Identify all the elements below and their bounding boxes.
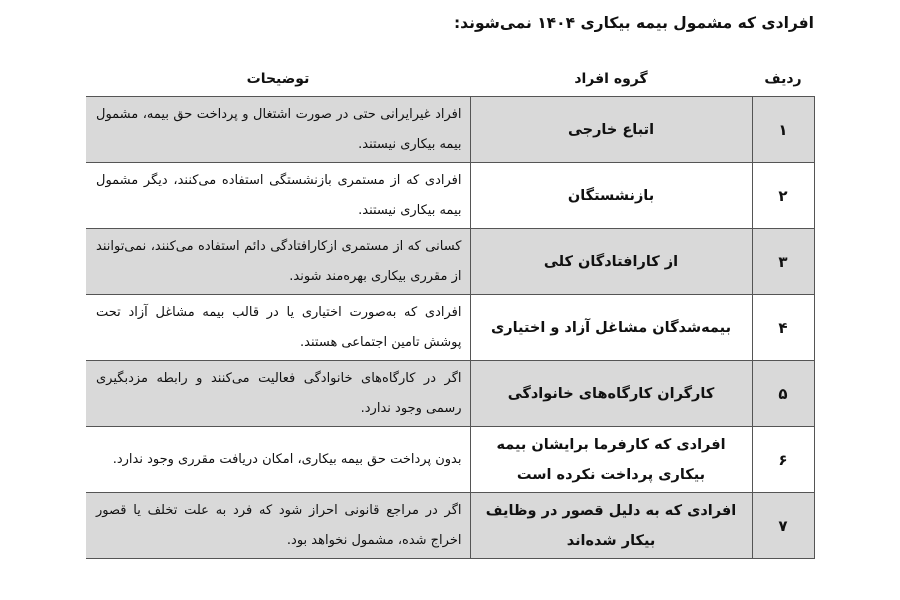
table-row	[86, 97, 814, 163]
row-group: از کارافتادگان کلی	[470, 229, 752, 295]
row-group: افرادی که کارفرما برایشان بیمه بیکاری پرداخت نکرده است	[470, 427, 752, 493]
table-row	[86, 361, 814, 427]
row-number: ۶	[752, 427, 814, 493]
row-group: کارگران کارگاه‌های خانوادگی	[470, 361, 752, 427]
table-row	[86, 493, 814, 559]
row-description: اگر در مراجع قانونی احراز شود که فرد به علت تخلف یا قصور اخراج شده، مشمول نخواهد بود.	[86, 493, 470, 559]
row-description: بدون پرداخت حق بیمه بیکاری، امکان دریافت مقرری وجود ندارد.	[86, 427, 470, 493]
row-description: افراد غیرایرانی حتی در صورت اشتغال و پرداخت حق بیمه، مشمول بیمه بیکاری نیستند.	[86, 97, 470, 163]
table-row	[86, 295, 814, 361]
row-number: ۳	[752, 229, 814, 295]
header-description: توضیحات	[246, 71, 310, 87]
header-row-number: ردیف	[764, 71, 802, 87]
table-row	[86, 427, 814, 493]
row-number: ۷	[752, 493, 814, 559]
row-group: بازنشستگان	[470, 163, 752, 229]
row-description: افرادی که به‌صورت اختیاری یا در قالب بیمه مشاغل آزاد تحت پوشش تامین اجتماعی هستند.	[86, 295, 470, 361]
table-header-row	[86, 62, 814, 97]
table-row	[86, 163, 814, 229]
table-row	[86, 229, 814, 295]
row-number: ۱	[752, 97, 814, 163]
row-group: بیمه‌شدگان مشاغل آزاد و اختیاری	[470, 295, 752, 361]
row-group: اتباع خارجی	[470, 97, 752, 163]
row-description: افرادی که از مستمری بازنشستگی استفاده می‌کنند، دیگر مشمول بیمه بیکاری نیستند.	[86, 163, 470, 229]
row-number: ۲	[752, 163, 814, 229]
row-number: ۵	[752, 361, 814, 427]
exclusions-table	[86, 62, 815, 559]
row-description: کسانی که از مستمری ازکارافتادگی دائم استفاده می‌کنند، نمی‌توانند از مقرری بیکاری بهره‌مند شوند.	[86, 229, 470, 295]
row-number: ۴	[752, 295, 814, 361]
header-group: گروه افراد	[574, 71, 648, 87]
page-title: افرادی که مشمول بیمه بیکاری ۱۴۰۴ نمی‌شوند:	[453, 14, 814, 32]
row-description: اگر در کارگاه‌های خانوادگی فعالیت می‌کنند و رابطه مزدبگیری رسمی وجود ندارد.	[86, 361, 470, 427]
row-group: افرادی که به دلیل قصور در وظایف بیکار شده‌اند	[470, 493, 752, 559]
